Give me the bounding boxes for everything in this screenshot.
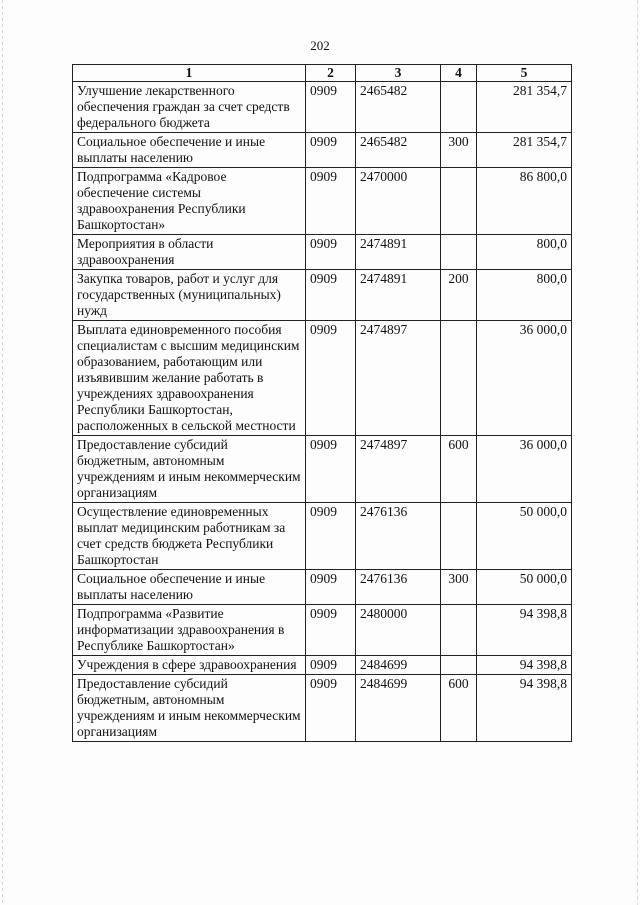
target-code-cell: 2474891: [356, 270, 441, 321]
section-code-cell: 0909: [306, 503, 356, 570]
target-code-cell: 2474897: [356, 436, 441, 503]
column-header: 1: [73, 65, 306, 82]
section-code-cell: 0909: [306, 321, 356, 436]
target-code-cell: 2474897: [356, 321, 441, 436]
item-name-cell: Мероприятия в области здравоохранения: [73, 235, 306, 270]
amount-cell: 94 398,8: [477, 675, 572, 742]
expense-type-cell: [441, 656, 477, 675]
target-code-cell: 2474891: [356, 235, 441, 270]
expense-type-cell: [441, 82, 477, 133]
section-code-cell: 0909: [306, 270, 356, 321]
scan-edge-right: [637, 0, 638, 905]
column-header: 5: [477, 65, 572, 82]
expense-type-cell: 600: [441, 675, 477, 742]
column-header: 3: [356, 65, 441, 82]
item-name-cell: Предоставление субсидий бюджетным, автономным учреждениям и иным некоммерческим организациям: [73, 436, 306, 503]
expense-type-cell: [441, 605, 477, 656]
expense-type-cell: 200: [441, 270, 477, 321]
table-row: [73, 436, 572, 503]
item-name-cell: Подпрограмма «Развитие информатизации здравоохранения в Республике Башкортостан»: [73, 605, 306, 656]
target-code-cell: 2484699: [356, 675, 441, 742]
target-code-cell: 2465482: [356, 133, 441, 168]
target-code-cell: 2480000: [356, 605, 441, 656]
table-row: [73, 270, 572, 321]
amount-cell: 800,0: [477, 270, 572, 321]
item-name-cell: Учреждения в сфере здравоохранения: [73, 656, 306, 675]
table-row: [73, 675, 572, 742]
column-header: 2: [306, 65, 356, 82]
amount-cell: 36 000,0: [477, 436, 572, 503]
item-name-cell: Предоставление субсидий бюджетным, автономным учреждениям и иным некоммерческим организациям: [73, 675, 306, 742]
item-name-cell: Закупка товаров, работ и услуг для государственных (муниципальных) нужд: [73, 270, 306, 321]
amount-cell: 281 354,7: [477, 82, 572, 133]
target-code-cell: 2476136: [356, 503, 441, 570]
expense-type-cell: [441, 321, 477, 436]
item-name-cell: Улучшение лекарственного обеспечения граждан за счет средств федерального бюджета: [73, 82, 306, 133]
column-header: 4: [441, 65, 477, 82]
amount-cell: 50 000,0: [477, 503, 572, 570]
item-name-cell: Социальное обеспечение и иные выплаты населению: [73, 570, 306, 605]
target-code-cell: 2470000: [356, 168, 441, 235]
table-row: [73, 133, 572, 168]
table-row: [73, 656, 572, 675]
table-row: [73, 82, 572, 133]
section-code-cell: 0909: [306, 82, 356, 133]
amount-cell: 36 000,0: [477, 321, 572, 436]
amount-cell: 94 398,8: [477, 656, 572, 675]
section-code-cell: 0909: [306, 675, 356, 742]
expense-type-cell: [441, 503, 477, 570]
table-row: [73, 168, 572, 235]
amount-cell: 281 354,7: [477, 133, 572, 168]
page-number: 202: [310, 38, 330, 53]
amount-cell: 50 000,0: [477, 570, 572, 605]
expense-type-cell: [441, 235, 477, 270]
table-row: [73, 605, 572, 656]
target-code-cell: 2476136: [356, 570, 441, 605]
target-code-cell: 2465482: [356, 82, 441, 133]
section-code-cell: 0909: [306, 605, 356, 656]
table-body: [73, 82, 572, 742]
section-code-cell: 0909: [306, 133, 356, 168]
item-name-cell: Социальное обеспечение и иные выплаты населению: [73, 133, 306, 168]
item-name-cell: Выплата единовременного пособия специалистам с высшим медицинским образованием, работающим или изъявившим желание работать в учреждениях здравоохранения Республики Башкортостан, расположенных в сельской местности: [73, 321, 306, 436]
section-code-cell: 0909: [306, 656, 356, 675]
expense-type-cell: [441, 168, 477, 235]
amount-cell: 800,0: [477, 235, 572, 270]
budget-table: [72, 64, 572, 742]
table-row: [73, 503, 572, 570]
table-header-row: [73, 65, 572, 82]
expense-type-cell: 300: [441, 133, 477, 168]
expense-type-cell: 300: [441, 570, 477, 605]
item-name-cell: Осуществление единовременных выплат медицинским работникам за счет средств бюджета Республики Башкортостан: [73, 503, 306, 570]
table-row: [73, 321, 572, 436]
amount-cell: 86 800,0: [477, 168, 572, 235]
table-row: [73, 235, 572, 270]
expense-type-cell: 600: [441, 436, 477, 503]
scan-edge-left: [2, 0, 3, 905]
section-code-cell: 0909: [306, 235, 356, 270]
table-row: [73, 570, 572, 605]
amount-cell: 94 398,8: [477, 605, 572, 656]
section-code-cell: 0909: [306, 570, 356, 605]
section-code-cell: 0909: [306, 168, 356, 235]
item-name-cell: Подпрограмма «Кадровое обеспечение системы здравоохранения Республики Башкортостан»: [73, 168, 306, 235]
target-code-cell: 2484699: [356, 656, 441, 675]
section-code-cell: 0909: [306, 436, 356, 503]
